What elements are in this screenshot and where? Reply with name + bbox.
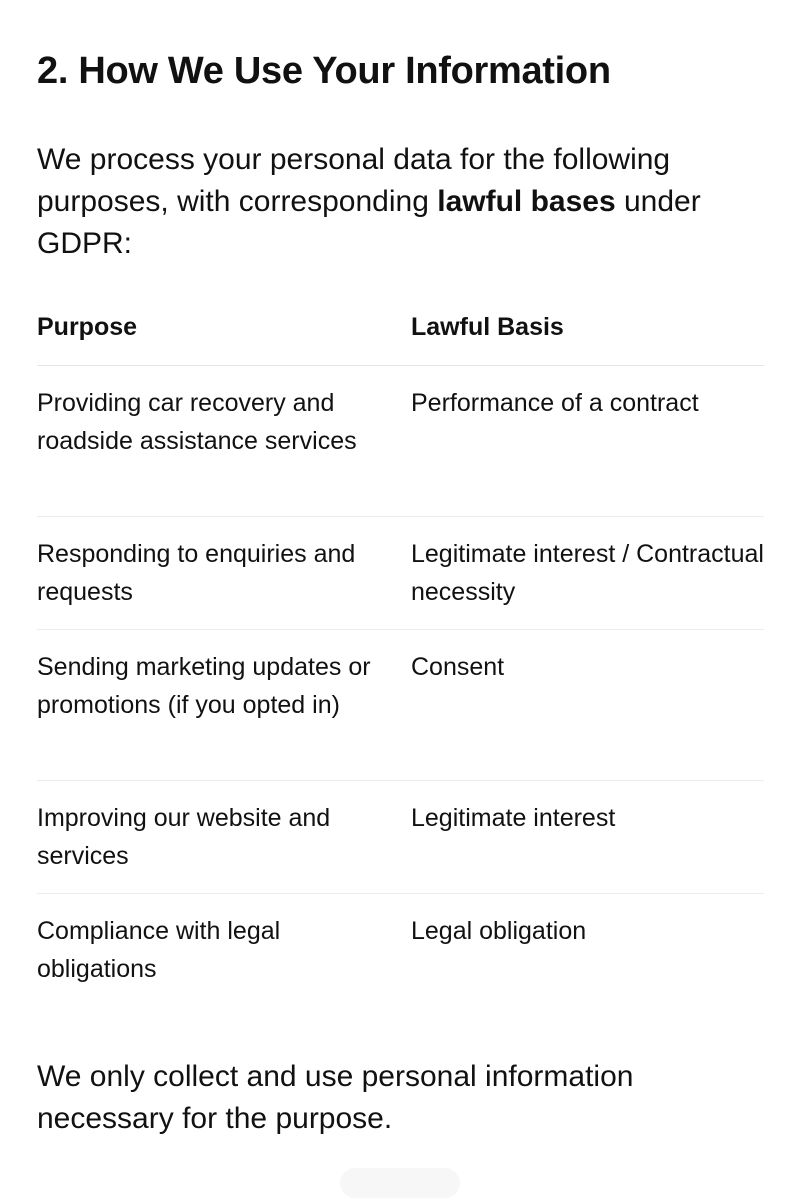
intro-text-start: We process your personal data for the following purposes, with corresponding [37, 143, 671, 218]
lawful-basis-cell: Performance of a contract [411, 389, 699, 417]
column-header-lawful-basis: Lawful Basis [411, 313, 564, 341]
table-row [37, 517, 764, 630]
table-row [37, 781, 764, 894]
purpose-cell: Compliance with legal obligations [37, 917, 281, 983]
column-header-purpose: Purpose [37, 313, 138, 341]
intro-paragraph [37, 139, 757, 265]
table-row [37, 894, 764, 1007]
purpose-basis-table [37, 304, 764, 1007]
purpose-cell: Responding to enquiries and requests [37, 540, 356, 606]
table-row [37, 630, 764, 781]
purpose-cell: Providing car recovery and roadside assistance services [37, 389, 357, 455]
closing-paragraph: We only collect and use personal information necessary for the purpose. [37, 1060, 634, 1135]
lawful-basis-cell: Legal obligation [411, 917, 587, 945]
lawful-basis-cell: Legitimate interest [411, 804, 616, 832]
table-row [37, 366, 764, 517]
scroll-fade-hint [340, 1168, 460, 1198]
lawful-basis-cell: Legitimate interest / Contractual necessity [411, 540, 764, 606]
intro-bold-term: lawful bases [437, 185, 616, 218]
purpose-cell: Sending marketing updates or promotions (if you opted in) [37, 653, 371, 719]
section-heading: 2. How We Use Your Information [37, 50, 611, 92]
intro-text-end: under GDPR: [37, 185, 701, 260]
lawful-basis-cell: Consent [411, 653, 505, 681]
purpose-cell: Improving our website and services [37, 804, 331, 870]
table-header-row [37, 304, 764, 366]
